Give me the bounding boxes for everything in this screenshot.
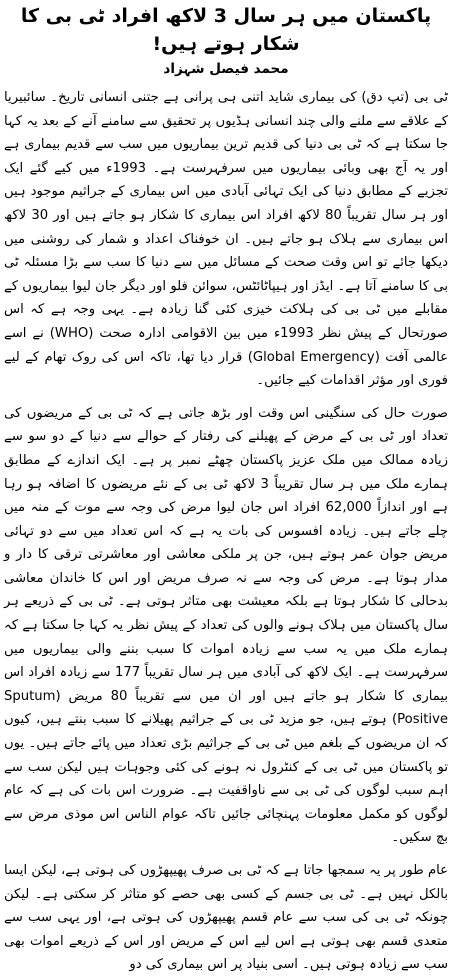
paragraph: عام طور پر یہ سمجھا جاتا ہے کہ ٹی بی صرف پھیپھڑوں کی ہوتی ہے، لیکن ایسا بالکل نہیں ہے۔ ٹی بی جسم کے کسی بھی حصے کو متاثر کر سکتی ہے۔ لیکن چونکہ ٹی بی کی سب سے عام قسم پھیپھڑوں کی ہوتی ہے، اور یہی سب سے متعدی قسم بھی ہوتی ہے اس لیے اس کے مریض اور اس کے ذریعے اموات بھی سب سے زیادہ ہوتی ہیں۔ اسی بنیاد پر اس بیماری کی دو: [4, 863, 448, 973]
article-author: محمد فیصل شہزاد: [163, 61, 289, 77]
article-body: [4, 86, 448, 977]
paragraph: صورت حال کی سنگینی اس وقت اور بڑھ جاتی ہے کہ ٹی بی کے مریضوں کی تعداد اور ٹی بی کے مرض کے پھیلنے کی رفتار کے حوالے سے دنیا کے دو سو سے زیادہ ممالک میں ملک عزیز پاکستان چھٹے نمبر پر ہے۔ ایک اندازے کے مطابق ہمارے ملک میں ہر سال تقریباً 3 لاکھ ٹی بی کے نئے مریضوں کا اضافہ ہو رہا ہے اور اندازاً 62,000 افراد اس جان لیوا مرض کی وجہ سے موت کے منہ میں چلے جاتے ہیں۔ زیادہ افسوس کی بات یہ ہے کہ اس تعداد میں سے دو تہائی مریض جوان عمر ہوتے ہیں، جن پر ملکی معاشی اور معاشرتی ترقی کا دار و مدار ہوتا ہے۔ مرض کی وجہ سے نہ صرف مریض اور اس کا خاندان معاشی بدحالی کا شکار ہوتا ہے بلکہ معیشت بھی متاثر ہوتی ہے۔ ٹی بی کے ذریعے ہر سال پاکستان میں ہلاک ہونے والوں کی تعداد کے پیش نظر یہ کہا جا سکتا ہے کہ ہمارے ملک میں یہ سب سے زیادہ اموات کا سبب بننے والی بیماریوں میں سرفہرست ہے۔ ایک لاکھ کی آبادی میں ہر سال تقریباً 177 سے زیادہ افراد اس بیماری کا شکار ہو جاتے ہیں اور ان میں سے تقریباً 80 مریض (Sputum Positive) ہوتے ہیں، جو مزید ٹی بی کے جراثیم پھیلانے کا سبب بنتے ہیں، کیوں کہ ان مریضوں کے بلغم میں ٹی بی کے جراثیم بڑی تعداد میں پائے جاتے ہیں۔ یوں تو پاکستان میں ٹی بی کے کنٹرول نہ ہونے کی کئی وجوہات ہیں لیکن سب سے اہم سبب لوگوں کی ٹی بی سے ناواقفیت ہے۔ ضرورت اس بات کی ہے کہ عام لوگوں کو مکمل معلومات پہنچائی جائیں تاکہ عوام الناس اس موذی مرض سے بچ سکیں۔: [4, 405, 449, 846]
paragraph: ٹی بی (تپ دق) کی بیماری شاید اتنی ہی پرانی ہے جتنی انسانی تاریخ۔ سائبیریا کے علاقے سے ملنے والی چند انسانی ہڈیوں پر تحقیق سے سامنے آنے کے بعد یہ کہا جا سکتا ہے کہ ٹی بی دنیا کی قدیم ترین بیماریوں میں سب سے قدیم بیماری ہے اور یہ آج بھی وبائی بیماریوں میں سرفہرست ہے۔ 1993ء میں کیے گئے ایک تجزیے کے مطابق دنیا کی ایک تہائی آبادی میں اس بیماری کے جراثیم موجود ہیں اور ہر سال تقریباً 80 لاکھ افراد اس بیماری کا شکار ہو جاتے ہیں اور 30 لاکھ اس بیماری سے ہلاک ہو جاتے ہیں۔ ان خوفناک اعداد و شمار کی روشنی میں دیکھا جائے تو اس وقت صحت کے مسائل میں سے دنیا کا سب سے بڑا مسئلہ ٹی بی کا سامنے آتا ہے۔ ایڈز اور ہیپاٹائٹس، سوائن فلو اور دیگر جان لیوا بیماریوں کے مقابلے میں ٹی بی کی ہلاکت خیزی کئی گنا زیادہ ہے۔ یہی وجہ ہے کہ اس صورتحال کے پیش نظر 1993ء میں بین الاقوامی ادارہ صحت (WHO) نے اسے عالمی آفت (Global Emergency) قرار دیا تھا، تاکہ اس کی روک تھام کے لیے فوری اور مؤثر اقدامات کیے جائیں۔: [4, 90, 449, 389]
article-title: پاکستان میں ہر سال 3 لاکھ افراد ٹی بی کا شکار ہوتے ہیں!: [20, 5, 432, 55]
